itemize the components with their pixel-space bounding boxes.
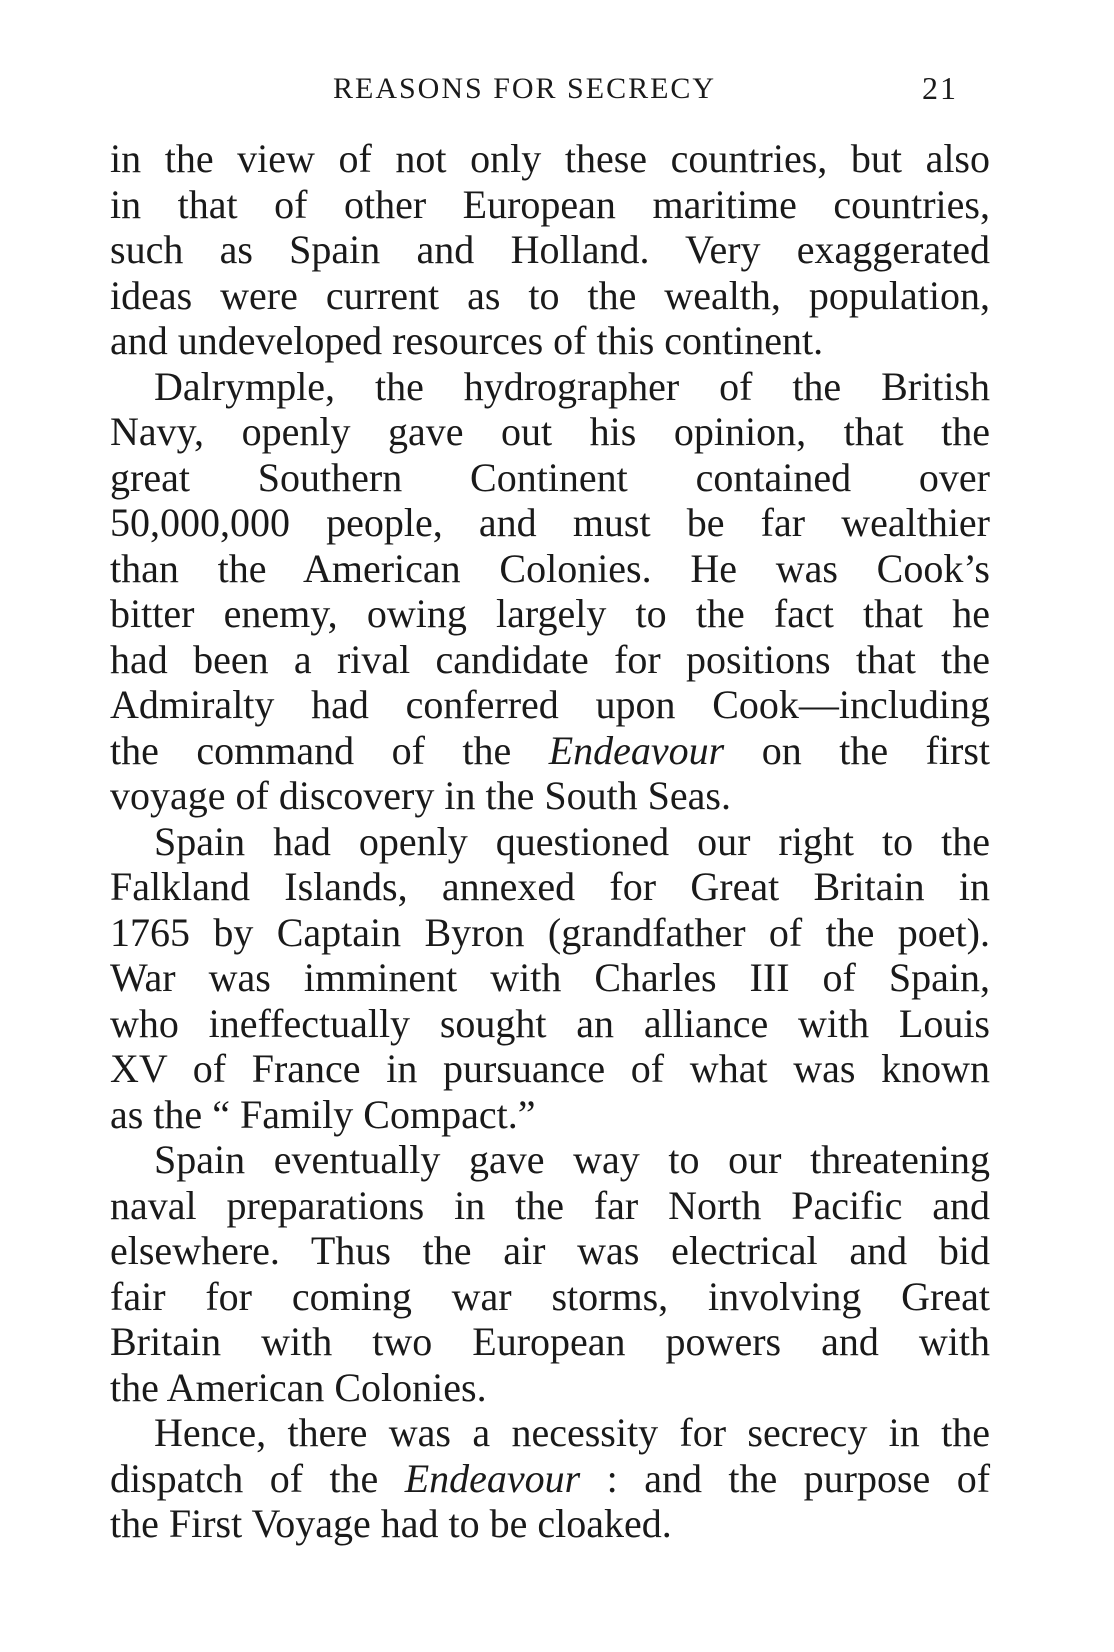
text-line: than the American Colonies. He was Cook’s <box>110 545 990 591</box>
running-title: REASONS FOR SECRECY <box>333 72 717 105</box>
text-line: in the view of not only these countries, but also <box>110 136 990 181</box>
text-line: War was imminent with Charles III of Spain, <box>110 955 990 1000</box>
text-line: elsewhere. Thus the air was electrical and bid <box>110 1228 990 1273</box>
text-line: bitter enemy, owing largely to the fact that he <box>110 591 990 636</box>
text-line: ideas were current as to the wealth, population, <box>110 272 990 318</box>
body-text <box>110 136 990 1547</box>
text-line: 50,000,000 people, and must be far wealthier <box>110 500 990 545</box>
running-head <box>0 68 1114 108</box>
page-number: 21 <box>922 70 958 106</box>
ship-name: Endeavour <box>404 1455 581 1501</box>
text-line: Dalrymple, the hydrographer of the British <box>154 363 990 409</box>
text-line: had been a rival candidate for positions that the <box>110 636 990 682</box>
text-line: 1765 by Captain Byron (grandfather of the poet). <box>110 909 990 955</box>
text-line: the First Voyage had to be cloaked. <box>110 1501 672 1546</box>
text-line: and undeveloped resources of this continent. <box>110 318 824 363</box>
text-line: Admiralty had conferred upon Cook—including <box>110 682 990 727</box>
text-line: naval preparations in the far North Pacific and <box>110 1182 990 1228</box>
text-line: the American Colonies. <box>110 1364 487 1410</box>
text-line: Hence, there was a necessity for secrecy in the <box>154 1410 990 1455</box>
text-line: great Southern Continent contained over <box>110 454 990 500</box>
ship-name: Endeavour <box>548 727 725 773</box>
text-line: in that of other European maritime countries, <box>110 181 990 227</box>
text-line: Britain with two European powers and with <box>110 1319 990 1364</box>
text-line <box>110 728 990 774</box>
text-line: voyage of discovery in the South Seas. <box>110 773 731 818</box>
text-line: fair for coming war storms, involving Great <box>110 1273 990 1319</box>
text-segment: the command of the <box>110 727 512 773</box>
text-segment: : and the purpose of <box>606 1455 991 1501</box>
text-segment: dispatch of the <box>110 1455 379 1501</box>
text-line: such as Spain and Holland. Very exaggerated <box>110 227 990 272</box>
text-line <box>110 1456 990 1502</box>
text-line: Spain eventually gave way to our threatening <box>154 1137 990 1182</box>
text-segment: on the first <box>761 727 990 773</box>
text-line: XV of France in pursuance of what was known <box>110 1046 990 1091</box>
text-line: Falkland Islands, annexed for Great Britain in <box>110 864 990 909</box>
text-line: Navy, openly gave out his opinion, that the <box>110 409 990 454</box>
text-line: Spain had openly questioned our right to the <box>154 818 990 864</box>
text-line: who ineffectually sought an alliance with Louis <box>110 1000 990 1046</box>
text-line: as the “ Family Compact.” <box>110 1091 536 1137</box>
